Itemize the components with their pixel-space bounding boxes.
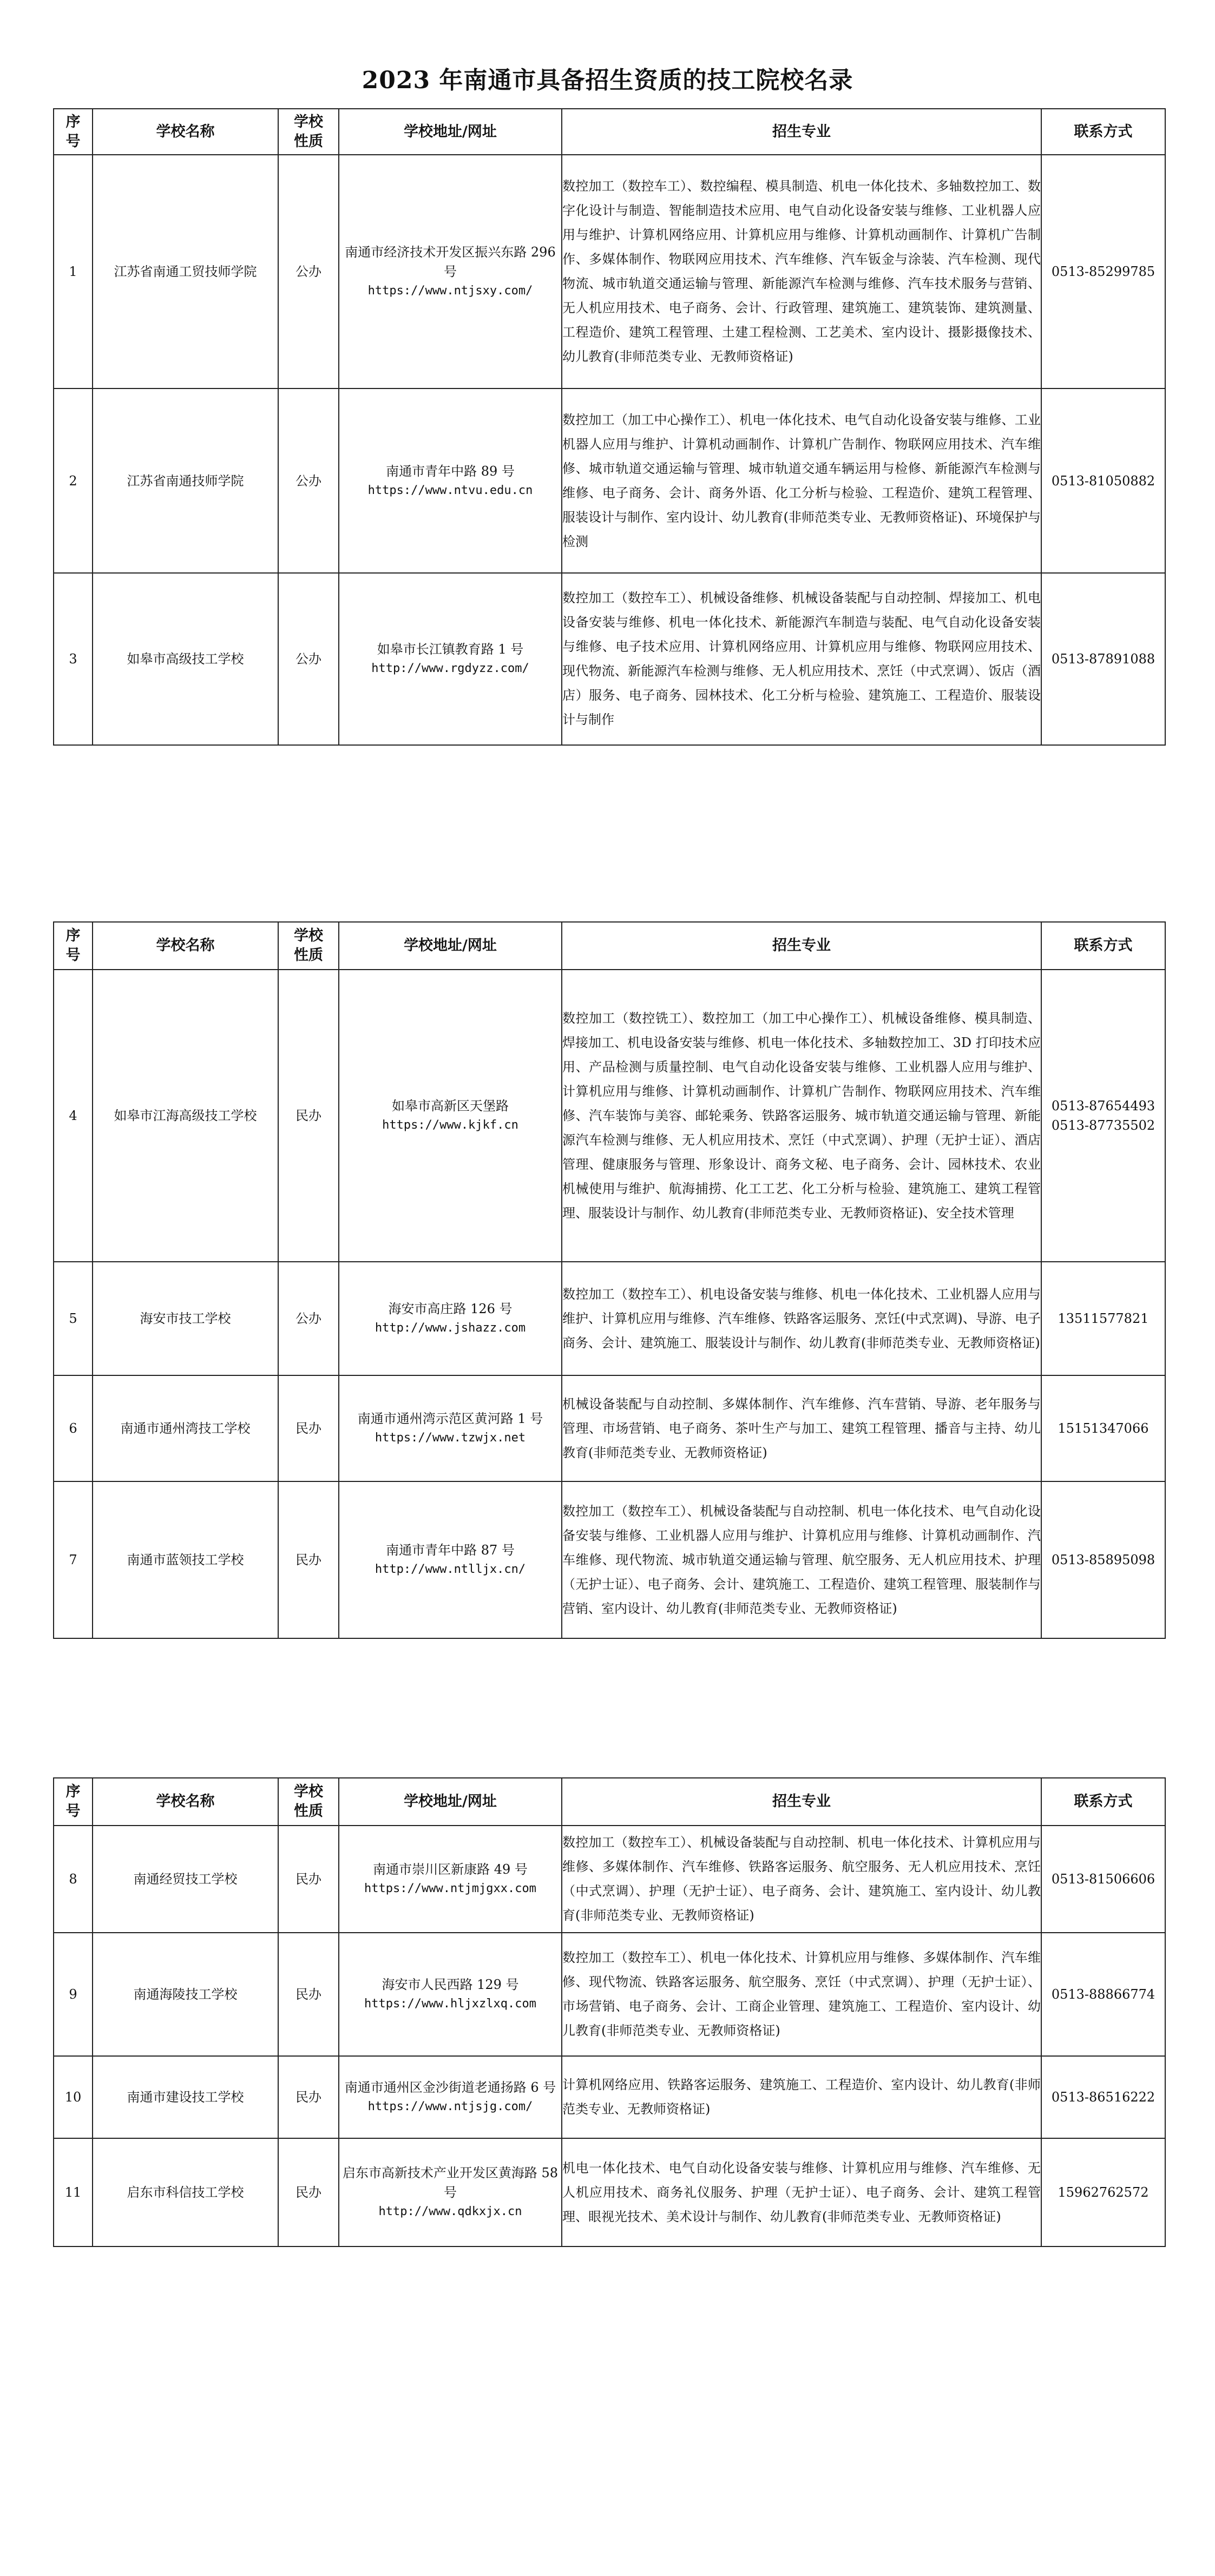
phone-number: 0513-87735502 xyxy=(1051,1118,1155,1133)
phone-number: 0513-86516222 xyxy=(1051,2090,1155,2105)
header-seq: 序 号 xyxy=(54,922,93,970)
header-address: 学校地址/网址 xyxy=(339,1778,562,1826)
seq-cell: 2 xyxy=(54,388,93,573)
address-cell xyxy=(339,155,562,388)
contact-cell xyxy=(1041,970,1165,1262)
majors-cell: 数控加工（数控车工）、机械设备装配与自动控制、机电一体化技术、电气自动化设备安装与维修、工业机器人应用与维护、计算机应用与维修、计算机动画制作、汽车维修、现代物流、城市轨道交通运输与管理、航空服务、无人机应用技术、护理（无护士证）、电子商务、会计、建筑施工、工程造价、建筑工程管理、服装制作与营销、室内设计、幼儿教育(非师范类专业、无教师资格证) xyxy=(562,1481,1041,1638)
school-name: 如皋市江海高级技工学校 xyxy=(93,970,278,1262)
address-cell xyxy=(339,1481,562,1638)
phone-number: 0513-87654493 xyxy=(1051,1098,1155,1114)
seq-cell: 5 xyxy=(54,1262,93,1375)
seq-cell: 10 xyxy=(54,2056,93,2138)
majors-cell: 机电一体化技术、电气自动化设备安装与维修、计算机应用与维修、汽车维修、无人机应用技术、商务礼仪服务、护理（无护士证）、电子商务、会计、建筑工程管理、眼视光技术、美术设计与制作、幼儿教育(非师范类专业、无教师资格证) xyxy=(562,2138,1041,2246)
header-majors: 招生专业 xyxy=(562,922,1041,970)
address-cell xyxy=(339,388,562,573)
school-type: 民办 xyxy=(278,1375,339,1481)
header-seq: 序 号 xyxy=(54,109,93,155)
contact-cell xyxy=(1041,1481,1165,1638)
school-table-1 xyxy=(53,108,1166,746)
address-cell xyxy=(339,573,562,745)
majors-cell: 计算机网络应用、铁路客运服务、建筑施工、工程造价、室内设计、幼儿教育(非师范类专业、无教师资格证) xyxy=(562,2056,1041,2138)
header-name: 学校名称 xyxy=(93,922,278,970)
majors-cell: 数控加工（数控铣工）、数控加工（加工中心操作工）、机械设备维修、模具制造、焊接加工、机电设备安装与维修、机电一体化技术、多轴数控加工、3D 打印技术应用、产品检测与质量控制、电气自动化设备安装与维修、工业机器人应用与维护、计算机应用与维修、计算机动画制作、计算机广告制作、物联网应用技术、汽车维修、汽车装饰与美容、邮轮乘务、铁路客运服务、城市轨道交通运输与管理、新能源汽车检测与维修、无人机应用技术、烹饪（中式烹调）、护理（无护士证）、酒店管理、健康服务与管理、形象设计、商务文秘、电子商务、会计、园林技术、农业机械使用与维护、航海捕捞、化工工艺、化工分析与检验、建筑施工、建筑工程管理、服装设计与制作、幼儿教育(非师范类专业、无教师资格证)、安全技术管理 xyxy=(562,970,1041,1262)
page-title: 2023 年南通市具备招生资质的技工院校名录 xyxy=(362,67,853,94)
website-link[interactable]: http://www.ntlljx.cn/ xyxy=(375,1563,526,1576)
table-header-row xyxy=(54,109,1165,155)
majors-cell: 数控加工（数控车工）、机电设备安装与维修、机电一体化技术、工业机器人应用与维护、计算机应用与维修、汽车维修、铁路客运服务、烹饪(中式烹调)、导游、电子商务、会计、建筑施工、服装设计与制作、幼儿教育(非师范类专业、无教师资格证) xyxy=(562,1262,1041,1375)
header-seq: 序 号 xyxy=(54,1778,93,1826)
school-name: 南通海陵技工学校 xyxy=(93,1933,278,2056)
address-text: 海安市高庄路 126 号 xyxy=(388,1301,513,1316)
school-name: 南通市建设技工学校 xyxy=(93,2056,278,2138)
phone-number: 13511577821 xyxy=(1058,1311,1149,1326)
contact-cell xyxy=(1041,573,1165,745)
majors-cell: 数控加工（加工中心操作工）、机电一体化技术、电气自动化设备安装与维修、工业机器人应用与维护、计算机动画制作、计算机广告制作、物联网应用技术、汽车维修、城市轨道交通运输与管理、城市轨道交通车辆运用与检修、新能源汽车检测与维修、电子商务、会计、商务外语、化工分析与检验、工程造价、建筑工程管理、服装设计与制作、室内设计、幼儿教育(非师范类专业、无教师资格证)、环境保护与检测 xyxy=(562,388,1041,573)
website-link[interactable]: http://www.qdkxjx.cn xyxy=(378,2205,522,2218)
address-text: 如皋市高新区天堡路 xyxy=(392,1098,509,1114)
contact-cell xyxy=(1041,1933,1165,2056)
school-type: 公办 xyxy=(278,573,339,745)
table-row xyxy=(54,2138,1165,2246)
phone-number: 0513-87891088 xyxy=(1051,651,1155,667)
phone-number: 0513-81506606 xyxy=(1051,1872,1155,1887)
phone-number: 15962762572 xyxy=(1058,2185,1149,2200)
contact-cell xyxy=(1041,388,1165,573)
school-table-2 xyxy=(53,921,1166,1639)
address-text: 南通市崇川区新康路 49 号 xyxy=(373,1862,528,1877)
contact-cell xyxy=(1041,1262,1165,1375)
table-row xyxy=(54,1826,1165,1933)
seq-cell: 4 xyxy=(54,970,93,1262)
address-text: 启东市高新技术产业开发区黄海路 58 号 xyxy=(342,2165,559,2200)
school-type: 公办 xyxy=(278,155,339,388)
address-text: 南通市青年中路 89 号 xyxy=(386,463,515,479)
address-text: 海安市人民西路 129 号 xyxy=(382,1977,519,1992)
table-row xyxy=(54,1375,1165,1481)
school-name: 海安市技工学校 xyxy=(93,1262,278,1375)
school-name: 如皋市高级技工学校 xyxy=(93,573,278,745)
majors-cell: 机械设备装配与自动控制、多媒体制作、汽车维修、汽车营销、导游、老年服务与管理、市场营销、电子商务、茶叶生产与加工、建筑工程管理、播音与主持、幼儿教育(非师范类专业、无教师资格证) xyxy=(562,1375,1041,1481)
seq-cell: 11 xyxy=(54,2138,93,2246)
address-text: 南通市通州区金沙街道老通扬路 6 号 xyxy=(344,2080,556,2095)
school-type: 民办 xyxy=(278,2056,339,2138)
website-link[interactable]: https://www.ntvu.edu.cn xyxy=(367,483,533,497)
contact-cell xyxy=(1041,1375,1165,1481)
address-cell xyxy=(339,1826,562,1933)
school-name: 南通市通州湾技工学校 xyxy=(93,1375,278,1481)
school-type: 公办 xyxy=(278,1262,339,1375)
header-name: 学校名称 xyxy=(93,109,278,155)
school-name: 江苏省南通技师学院 xyxy=(93,388,278,573)
school-type: 民办 xyxy=(278,1826,339,1933)
school-type: 公办 xyxy=(278,388,339,573)
header-address: 学校地址/网址 xyxy=(339,922,562,970)
school-type: 民办 xyxy=(278,2138,339,2246)
contact-cell xyxy=(1041,2138,1165,2246)
seq-cell: 7 xyxy=(54,1481,93,1638)
website-link[interactable]: https://www.kjkf.cn xyxy=(382,1118,518,1132)
table-row xyxy=(54,1933,1165,2056)
address-cell xyxy=(339,1262,562,1375)
address-cell xyxy=(339,970,562,1262)
header-contact: 联系方式 xyxy=(1041,109,1165,155)
contact-cell xyxy=(1041,155,1165,388)
contact-cell xyxy=(1041,1826,1165,1933)
majors-cell: 数控加工（数控车工）、机械设备装配与自动控制、机电一体化技术、计算机应用与维修、多媒体制作、汽车维修、铁路客运服务、航空服务、无人机应用技术、烹饪（中式烹调）、护理（无护士证）、电子商务、会计、建筑施工、室内设计、幼儿教育(非师范类专业、无教师资格证) xyxy=(562,1826,1041,1933)
header-address: 学校地址/网址 xyxy=(339,109,562,155)
website-link[interactable]: https://www.hljxzlxq.com xyxy=(364,1997,536,2011)
table-header-row xyxy=(54,1778,1165,1826)
seq-cell: 6 xyxy=(54,1375,93,1481)
header-type: 学校 性质 xyxy=(278,1778,339,1826)
website-link[interactable]: https://www.ntjmjgxx.com xyxy=(364,1882,536,1895)
school-type: 民办 xyxy=(278,1481,339,1638)
table-row xyxy=(54,388,1165,573)
school-name: 南通市蓝领技工学校 xyxy=(93,1481,278,1638)
table-row xyxy=(54,155,1165,388)
address-cell xyxy=(339,1933,562,2056)
phone-number: 0513-85299785 xyxy=(1051,264,1155,279)
header-contact: 联系方式 xyxy=(1041,1778,1165,1826)
phone-number: 0513-85895098 xyxy=(1051,1552,1155,1567)
seq-cell: 8 xyxy=(54,1826,93,1933)
header-contact: 联系方式 xyxy=(1041,922,1165,970)
header-majors: 招生专业 xyxy=(562,109,1041,155)
header-name: 学校名称 xyxy=(93,1778,278,1826)
website-link[interactable]: https://www.ntjsxy.com/ xyxy=(367,284,533,298)
address-text: 南通市通州湾示范区黄河路 1 号 xyxy=(357,1411,543,1426)
address-cell xyxy=(339,1375,562,1481)
table-row xyxy=(54,573,1165,745)
website-link[interactable]: http://www.jshazz.com xyxy=(375,1321,526,1335)
address-text: 南通市经济技术开发区振兴东路 296 号 xyxy=(345,245,556,279)
phone-number: 15151347066 xyxy=(1058,1421,1149,1436)
school-name: 南通经贸技工学校 xyxy=(93,1826,278,1933)
school-name: 启东市科信技工学校 xyxy=(93,2138,278,2246)
majors-cell: 数控加工（数控车工）、机械设备维修、机械设备装配与自动控制、焊接加工、机电设备安装与维修、机电一体化技术、新能源汽车制造与装配、电气自动化设备安装与维修、电子技术应用、计算机网络应用、计算机应用与维修、物联网应用技术、现代物流、新能源汽车检测与维修、无人机应用技术、烹饪（中式烹调）、饭店（酒店）服务、电子商务、园林技术、化工分析与检验、建筑施工、工程造价、服装设计与制作 xyxy=(562,573,1041,745)
website-link[interactable]: http://www.rgdyzz.com/ xyxy=(371,662,529,675)
school-table-3 xyxy=(53,1777,1166,2247)
seq-cell: 9 xyxy=(54,1933,93,2056)
header-type: 学校 性质 xyxy=(278,922,339,970)
majors-cell: 数控加工（数控车工）、机电一体化技术、计算机应用与维修、多媒体制作、汽车维修、现代物流、铁路客运服务、航空服务、烹饪（中式烹调）、护理（无护士证）、市场营销、电子商务、会计、工商企业管理、建筑施工、工程造价、室内设计、幼儿教育(非师范类专业、无教师资格证) xyxy=(562,1933,1041,2056)
school-type: 民办 xyxy=(278,1933,339,2056)
table-row xyxy=(54,970,1165,1262)
majors-cell: 数控加工（数控车工）、数控编程、模具制造、机电一体化技术、多轴数控加工、数字化设计与制造、智能制造技术应用、电气自动化设备安装与维修、工业机器人应用与维护、计算机网络应用、计算机应用与维修、计算机动画制作、计算机广告制作、多媒体制作、物联网应用技术、汽车维修、汽车钣金与涂装、汽车检测、现代物流、城市轨道交通运输与管理、新能源汽车检测与维修、汽车技术服务与营销、无人机应用技术、电子商务、会计、行政管理、建筑施工、建筑装饰、建筑测量、工程造价、建筑工程管理、土建工程检测、工艺美术、室内设计、摄影摄像技术、幼儿教育(非师范类专业、无教师资格证) xyxy=(562,155,1041,388)
address-text: 南通市青年中路 87 号 xyxy=(386,1543,515,1558)
address-text: 如皋市长江镇教育路 1 号 xyxy=(377,642,524,657)
contact-cell xyxy=(1041,2056,1165,2138)
table-row xyxy=(54,1481,1165,1638)
school-name: 江苏省南通工贸技师学院 xyxy=(93,155,278,388)
phone-number: 0513-88866774 xyxy=(1051,1987,1155,2002)
table-row xyxy=(54,2056,1165,2138)
school-type: 民办 xyxy=(278,970,339,1262)
table-header-row xyxy=(54,922,1165,970)
website-link[interactable]: https://www.ntjsjg.com/ xyxy=(367,2100,533,2113)
address-cell xyxy=(339,2056,562,2138)
table-row xyxy=(54,1262,1165,1375)
seq-cell: 1 xyxy=(54,155,93,388)
seq-cell: 3 xyxy=(54,573,93,745)
header-majors: 招生专业 xyxy=(562,1778,1041,1826)
phone-number: 0513-81050882 xyxy=(1051,473,1155,489)
website-link[interactable]: https://www.tzwjx.net xyxy=(375,1431,526,1445)
address-cell xyxy=(339,2138,562,2246)
header-type: 学校 性质 xyxy=(278,109,339,155)
